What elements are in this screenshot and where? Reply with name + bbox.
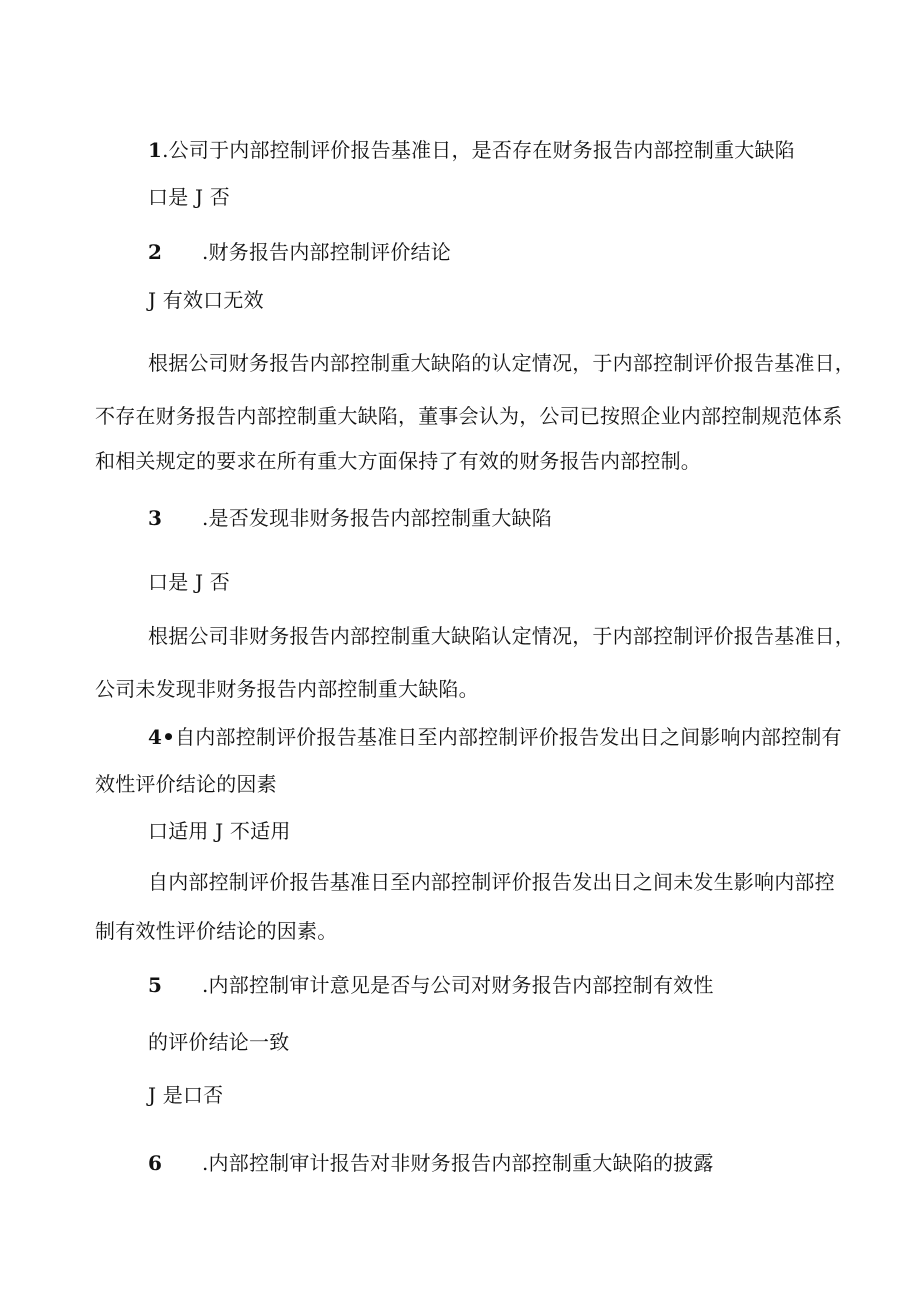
paragraph-line: 公司未发现非财务报告内部控制重大缺陷。 (95, 677, 479, 701)
item-title: .是否发现非财务报告内部控制重大缺陷 (202, 506, 552, 530)
item-number: 5 (148, 973, 163, 997)
item-3-answer: 口是 J 否 (148, 570, 230, 594)
item-title: 自内部控制评价报告基准日至内部控制评价报告发出日之间影响内部控制有 (175, 725, 842, 749)
item-title: .公司于内部控制评价报告基准日，是否存在财务报告内部控制重大缺陷 (162, 138, 795, 162)
item-number: 3 (148, 506, 163, 530)
item-1-answer: 口是 J 否 (148, 185, 230, 209)
item-2-answer: J 有效口无效 (148, 288, 264, 312)
item-5-heading-continued: 的评价结论一致 (148, 1030, 290, 1054)
item-title: .财务报告内部控制评价结论 (202, 240, 451, 264)
paragraph-line: 和相关规定的要求在所有重大方面保持了有效的财务报告内部控制。 (95, 449, 701, 473)
item-number: 1 (148, 138, 163, 162)
item-title: .内部控制审计意见是否与公司对财务报告内部控制有效性 (202, 973, 714, 997)
item-number: 2 (148, 240, 163, 264)
item-4-heading-continued: 效性评价结论的因素 (95, 772, 277, 796)
item-4-heading (148, 724, 842, 750)
item-title: .内部控制审计报告对非财务报告内部控制重大缺陷的披露 (202, 1151, 714, 1175)
paragraph-line: 根据公司财务报告内部控制重大缺陷的认定情况，于内部控制评价报告基准日， (148, 351, 855, 375)
paragraph-line: 不存在财务报告内部控制重大缺陷，董事会认为，公司已按照企业内部控制规范体系 (95, 404, 843, 428)
item-4-answer: 口适用 J 不适用 (148, 819, 291, 843)
item-1-heading (148, 137, 795, 163)
item-3-heading (148, 505, 552, 531)
item-5-answer: J 是口否 (148, 1083, 224, 1107)
item-number: 6 (148, 1151, 163, 1175)
paragraph-line: 自内部控制评价报告基准日至内部控制评价报告发出日之间未发生影响内部控 (148, 870, 835, 894)
item-2-heading (148, 239, 451, 265)
item-5-heading (148, 972, 714, 998)
paragraph-line: 根据公司非财务报告内部控制重大缺陷认定情况，于内部控制评价报告基准日， (148, 624, 855, 648)
paragraph-line: 制有效性评价结论的因素。 (95, 919, 338, 943)
item-6-heading (148, 1150, 714, 1176)
item-number: 4• (148, 725, 176, 749)
